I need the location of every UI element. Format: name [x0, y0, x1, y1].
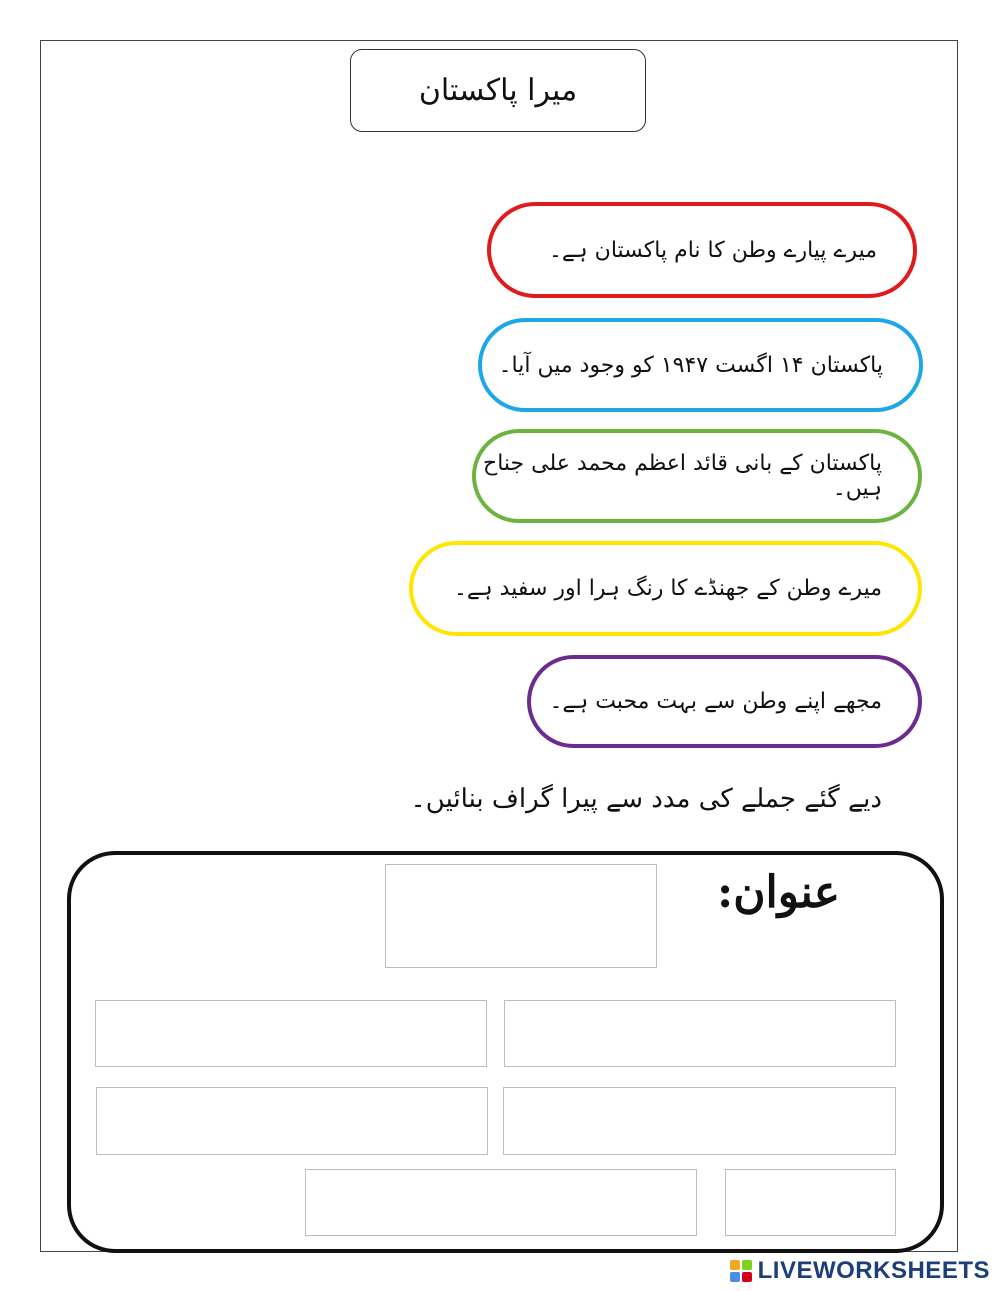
sentence-drop-zone-1[interactable]	[504, 1000, 896, 1067]
title-drop-zone[interactable]	[385, 864, 657, 968]
logo-square-3	[730, 1272, 740, 1282]
instruction-text: دیے گئے جملے کی مدد سے پیرا گراف بنائیں۔	[410, 784, 882, 814]
heading-label: عنوان:	[716, 867, 840, 918]
liveworksheets-logo-icon	[730, 1260, 752, 1282]
worksheet-title: میرا پاکستان	[350, 49, 646, 132]
sentence-drop-zone-2[interactable]	[95, 1000, 487, 1067]
sentence-card-5[interactable]: مجھے اپنے وطن سے بہت محبت ہے۔	[527, 655, 922, 748]
sentence-drop-zone-5[interactable]	[725, 1169, 896, 1236]
sentence-card-1[interactable]: میرے پیارے وطن کا نام پاکستان ہے۔	[487, 202, 917, 298]
sentence-card-4[interactable]: میرے وطن کے جھنڈے کا رنگ ہرا اور سفید ہے۔	[409, 541, 922, 636]
logo-square-4	[742, 1272, 752, 1282]
sentence-drop-zone-4[interactable]	[96, 1087, 488, 1155]
sentence-card-3[interactable]: پاکستان کے بانی قائد اعظم محمد علی جناح ہیں۔	[472, 429, 922, 523]
sentence-drop-zone-3[interactable]	[503, 1087, 896, 1155]
logo-square-1	[730, 1260, 740, 1270]
sentence-card-2[interactable]: پاکستان ۱۴ اگست ۱۹۴۷ کو وجود میں آیا۔	[478, 318, 923, 412]
logo-square-2	[742, 1260, 752, 1270]
sentence-drop-zone-6[interactable]	[305, 1169, 697, 1236]
brand-name: LIVEWORKSHEETS	[757, 1257, 990, 1284]
liveworksheets-brand	[730, 1256, 990, 1286]
